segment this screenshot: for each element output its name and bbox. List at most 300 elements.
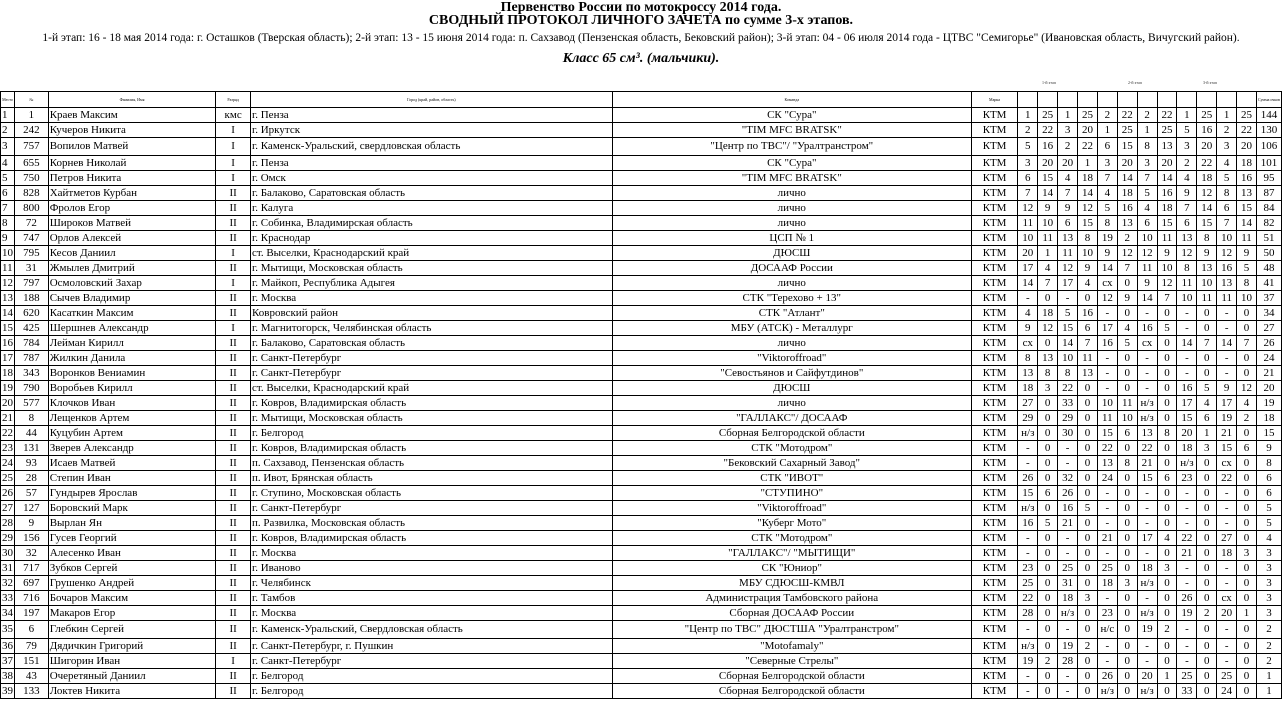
table-cell: 0	[1237, 516, 1257, 531]
table-cell: КТМ	[971, 486, 1018, 501]
table-row	[1, 336, 1282, 351]
table-cell: 7	[1038, 276, 1058, 291]
table-cell: 25	[1177, 669, 1197, 684]
table-cell: Дядичкин Григорий	[48, 639, 216, 654]
table-cell: Гусев Георгий	[48, 531, 216, 546]
table-cell: 25	[1117, 123, 1137, 138]
table-cell: 17	[1097, 321, 1117, 336]
table-cell: 3	[1157, 561, 1177, 576]
table-cell: 12	[1078, 201, 1098, 216]
table-cell: 0	[1038, 531, 1058, 546]
table-cell: II	[216, 561, 251, 576]
table-cell: Лейман Кирилл	[48, 336, 216, 351]
table-cell: 9	[1217, 381, 1237, 396]
table-cell: 1	[1038, 246, 1058, 261]
table-cell: г. Москва	[250, 606, 612, 621]
table-cell: 0	[1157, 486, 1177, 501]
table-cell: 17	[1177, 396, 1197, 411]
table-cell: 0	[1117, 591, 1137, 606]
table-cell: КТМ	[971, 531, 1018, 546]
table-cell: 0	[1237, 639, 1257, 654]
table-cell: -	[1137, 516, 1157, 531]
column-header	[1117, 92, 1137, 108]
table-cell: 3	[1137, 156, 1157, 171]
table-cell: 24	[1097, 471, 1117, 486]
table-cell: г. Собинка, Владимирская область	[250, 216, 612, 231]
table-cell: 32	[2, 577, 13, 589]
table-row	[1, 639, 1282, 654]
table-cell: КТМ	[971, 621, 1018, 639]
table-cell: 0	[1078, 396, 1098, 411]
table-cell: -	[1137, 351, 1157, 366]
table-cell: 21	[1058, 516, 1078, 531]
table-cell: г. Санкт-Петербург	[250, 654, 612, 669]
table-cell: 8	[1018, 351, 1038, 366]
table-cell: 11	[1058, 246, 1078, 261]
table-cell: сх	[1137, 336, 1157, 351]
table-cell: Администрация Тамбовского района	[612, 591, 971, 606]
table-cell: 25	[2, 472, 13, 484]
table-cell: 1	[1078, 156, 1098, 171]
table-cell: 425	[15, 321, 49, 336]
table-cell: 0	[1078, 621, 1098, 639]
table-cell: 8	[1117, 456, 1137, 471]
table-cell: Боровский Марк	[48, 501, 216, 516]
table-cell: 28	[15, 471, 49, 486]
table-cell: 4	[1097, 186, 1117, 201]
table-cell: 41	[1256, 276, 1281, 291]
table-cell: 0	[1117, 276, 1137, 291]
table-cell: 21	[1256, 366, 1281, 381]
table-cell: 0	[1038, 336, 1058, 351]
protocol-title: СВОДНЫЙ ПРОТОКОЛ ЛИЧНОГО ЗАЧЕТА по сумме 3-х этапов.	[428, 13, 854, 28]
table-cell: II	[216, 471, 251, 486]
table-cell: 3	[1237, 546, 1257, 561]
table-cell: 8	[1237, 276, 1257, 291]
table-cell: 19	[1018, 654, 1038, 669]
table-cell: 25	[1097, 561, 1117, 576]
table-cell: 0	[1038, 411, 1058, 426]
column-header	[1078, 92, 1098, 108]
table-cell: г. Белгород	[250, 684, 612, 699]
table-cell: 12	[1018, 201, 1038, 216]
table-cell: II	[216, 411, 251, 426]
table-cell: 6	[1256, 471, 1281, 486]
table-cell: 0	[1197, 639, 1217, 654]
column-header	[1237, 92, 1257, 108]
table-cell: 15	[1197, 216, 1217, 231]
table-cell: 0	[1078, 426, 1098, 441]
table-cell: 15	[1217, 441, 1237, 456]
table-cell: 0	[1078, 546, 1098, 561]
table-cell: 9	[1018, 321, 1038, 336]
table-cell: 6	[1217, 201, 1237, 216]
table-cell: 38	[2, 670, 13, 682]
table-cell: 10	[1237, 291, 1257, 306]
table-cell: 0	[1157, 654, 1177, 669]
table-cell: 13	[1137, 426, 1157, 441]
table-cell: -	[1058, 621, 1078, 639]
table-cell: г. Мытищи, Московская область	[250, 261, 612, 276]
table-cell: II	[216, 216, 251, 231]
table-cell: 15	[1038, 171, 1058, 186]
table-cell: 2	[1137, 108, 1157, 123]
table-cell: Воробьев Кирилл	[48, 381, 216, 396]
table-cell: 18	[1078, 171, 1098, 186]
table-cell: Локтев Никита	[48, 684, 216, 699]
table-cell: 4	[1, 156, 15, 171]
table-cell: 51	[1256, 231, 1281, 246]
table-cell: 0	[1078, 441, 1098, 456]
table-cell: Гундырев Ярослав	[48, 486, 216, 501]
table-cell: II	[216, 336, 251, 351]
table-cell: 33	[1177, 684, 1197, 699]
table-row	[1, 396, 1282, 411]
table-cell: 26	[1177, 591, 1197, 606]
table-cell: 16	[1237, 171, 1257, 186]
table-cell: 0	[1038, 621, 1058, 639]
table-cell: 717	[15, 561, 49, 576]
table-cell: 757	[15, 138, 49, 156]
table-cell: 11	[1078, 351, 1098, 366]
table-cell: 1	[1157, 669, 1177, 684]
table-cell: КТМ	[971, 606, 1018, 621]
table-cell: Орлов Алексей	[48, 231, 216, 246]
table-cell: 11	[2, 262, 13, 274]
table-cell: 30	[1058, 426, 1078, 441]
column-header	[1197, 92, 1217, 108]
table-cell: 0	[1078, 291, 1098, 306]
table-cell: КТМ	[971, 291, 1018, 306]
table-cell: 10	[1058, 351, 1078, 366]
table-cell: 17	[1217, 396, 1237, 411]
table-cell: 6	[1038, 486, 1058, 501]
table-cell: -	[1137, 654, 1157, 669]
table-cell: 0	[1117, 546, 1137, 561]
table-cell: -	[1137, 366, 1157, 381]
table-cell: КТМ	[971, 501, 1018, 516]
table-cell: г. Ковров, Владимирская область	[250, 441, 612, 456]
table-cell: II	[216, 186, 251, 201]
table-cell: Фролов Егор	[48, 201, 216, 216]
table-cell: 12	[1217, 246, 1237, 261]
table-row	[1, 426, 1282, 441]
table-cell: -	[1217, 576, 1237, 591]
table-cell: 18	[1197, 171, 1217, 186]
table-cell: 21	[1217, 426, 1237, 441]
table-cell: Макаров Егор	[48, 606, 216, 621]
table-cell: 1	[1058, 108, 1078, 123]
column-header	[1157, 92, 1177, 108]
table-cell: 0	[1237, 591, 1257, 606]
table-cell: Глебкин Сергей	[48, 621, 216, 639]
table-cell: 0	[1197, 669, 1217, 684]
table-cell: КТМ	[971, 684, 1018, 699]
table-cell: -	[1058, 546, 1078, 561]
table-cell: "TIM MFC BRATSK"	[612, 123, 971, 138]
table-cell: г. Калуга	[250, 201, 612, 216]
table-cell: II	[216, 546, 251, 561]
table-cell: 1	[1256, 684, 1281, 699]
table-cell: 19	[1256, 396, 1281, 411]
table-cell: 0	[1237, 456, 1257, 471]
table-cell: 0	[1078, 561, 1098, 576]
table-cell: 0	[1117, 621, 1137, 639]
table-cell: -	[1217, 321, 1237, 336]
table-cell: 10	[1018, 231, 1038, 246]
table-cell: н/з	[1058, 606, 1078, 621]
table-cell: 2	[1058, 138, 1078, 156]
table-cell: Очеретяный Даниил	[48, 669, 216, 684]
table-cell: 9	[1237, 246, 1257, 261]
table-cell: КТМ	[971, 261, 1018, 276]
table-cell: 23	[1018, 561, 1038, 576]
table-row	[1, 516, 1282, 531]
table-cell: 16	[1217, 261, 1237, 276]
table-cell: Вопилов Матвей	[48, 138, 216, 156]
table-cell: 27	[2, 502, 13, 514]
table-cell: 0	[1197, 591, 1217, 606]
table-cell: 16	[1117, 201, 1137, 216]
table-cell: 20	[1157, 156, 1177, 171]
stage2-label: 2-й этап	[1128, 80, 1142, 85]
table-cell: н/з	[1018, 426, 1038, 441]
table-cell: н/з	[1137, 576, 1157, 591]
table-cell: 3	[1117, 576, 1137, 591]
table-cell: 2	[1, 123, 15, 138]
table-cell: 5	[1117, 336, 1137, 351]
table-cell: 9	[1097, 246, 1117, 261]
table-cell: 0	[1157, 366, 1177, 381]
table-cell: 13	[1177, 231, 1197, 246]
table-cell: 23	[1097, 606, 1117, 621]
table-cell: МБУ СДЮСШ-КМВЛ	[612, 576, 971, 591]
table-cell: 29	[1058, 411, 1078, 426]
table-row	[1, 441, 1282, 456]
table-cell: 0	[1038, 576, 1058, 591]
table-cell: 10	[1137, 231, 1157, 246]
table-cell: 12	[1097, 291, 1117, 306]
table-cell: I	[216, 123, 251, 138]
table-cell: КТМ	[971, 366, 1018, 381]
table-row	[1, 321, 1282, 336]
table-cell: КТМ	[971, 138, 1018, 156]
table-cell: 3	[1217, 138, 1237, 156]
table-cell: 0	[1038, 606, 1058, 621]
table-cell: 9	[1197, 246, 1217, 261]
table-cell: 0	[1197, 531, 1217, 546]
table-cell: 0	[1038, 501, 1058, 516]
table-cell: г. Тамбов	[250, 591, 612, 606]
table-cell: Исаев Матвей	[48, 456, 216, 471]
table-cell: 12	[1137, 246, 1157, 261]
table-cell: -	[1018, 621, 1038, 639]
table-cell: 8	[1157, 426, 1177, 441]
table-cell: 26	[1097, 669, 1117, 684]
table-cell: -	[1058, 684, 1078, 699]
table-cell: СТК "Терехово + 13"	[612, 291, 971, 306]
table-cell: 16	[2, 337, 13, 349]
table-cell: 10	[1157, 261, 1177, 276]
table-cell: 3	[1, 138, 15, 156]
table-cell: 14	[1018, 276, 1038, 291]
table-cell: 18	[2, 367, 13, 379]
table-cell: 27	[1018, 396, 1038, 411]
table-cell: 16	[1097, 336, 1117, 351]
table-cell: -	[1058, 441, 1078, 456]
table-cell: 4	[1117, 321, 1137, 336]
table-cell: I	[216, 276, 251, 291]
table-cell: лично	[612, 336, 971, 351]
table-cell: "СТУПИНО"	[612, 486, 971, 501]
table-cell: 22	[1018, 591, 1038, 606]
table-cell: Зубков Сергей	[48, 561, 216, 576]
table-cell: КТМ	[971, 456, 1018, 471]
table-cell: 130	[1256, 123, 1281, 138]
table-cell: КТМ	[971, 471, 1018, 486]
table-cell: 0	[1157, 516, 1177, 531]
table-cell: -	[1097, 306, 1117, 321]
table-cell: 0	[1157, 411, 1177, 426]
table-cell: 22	[1237, 123, 1257, 138]
table-cell: 3	[1256, 561, 1281, 576]
table-cell: н/з	[1177, 456, 1197, 471]
table-cell: 29	[2, 532, 13, 544]
table-cell: -	[1097, 366, 1117, 381]
table-cell: СТК "Мотодром"	[612, 531, 971, 546]
table-cell: 1	[1197, 426, 1217, 441]
table-cell: 0	[1197, 471, 1217, 486]
table-cell: 0	[1078, 486, 1098, 501]
table-cell: 12	[1038, 321, 1058, 336]
table-cell: Клочков Иван	[48, 396, 216, 411]
table-cell: 3	[1058, 123, 1078, 138]
table-cell: 151	[15, 654, 49, 669]
table-cell: 15	[1097, 426, 1117, 441]
table-cell: 16	[1157, 186, 1177, 201]
table-cell: 19	[2, 382, 13, 394]
table-cell: 20	[1117, 156, 1137, 171]
table-cell: 2	[1117, 231, 1137, 246]
table-cell: 4	[1217, 156, 1237, 171]
table-cell: п. Развилка, Московская область	[250, 516, 612, 531]
table-cell: 0	[1237, 669, 1257, 684]
table-cell: 11	[1137, 261, 1157, 276]
table-cell: 0	[1038, 426, 1058, 441]
table-cell: 5	[1256, 501, 1281, 516]
table-cell: КТМ	[971, 351, 1018, 366]
table-cell: Ковровский район	[250, 306, 612, 321]
table-cell: -	[1018, 669, 1038, 684]
table-cell: -	[1177, 501, 1197, 516]
table-cell: 35	[1, 621, 15, 639]
table-cell: 10	[2, 247, 13, 259]
table-cell: КТМ	[971, 411, 1018, 426]
table-row	[1, 261, 1282, 276]
table-cell: 3	[1038, 381, 1058, 396]
table-cell: 0	[1038, 561, 1058, 576]
table-cell: 25	[1058, 561, 1078, 576]
table-cell: 0	[1117, 639, 1137, 654]
table-cell: 784	[15, 336, 49, 351]
table-cell: 10	[1177, 291, 1197, 306]
table-cell: 93	[15, 456, 49, 471]
table-cell: 13	[1097, 456, 1117, 471]
table-cell: Краев Максим	[48, 108, 216, 123]
table-cell: II	[216, 351, 251, 366]
table-cell: 15	[1117, 138, 1137, 156]
table-cell: 0	[1078, 381, 1098, 396]
table-cell: 6	[1237, 441, 1257, 456]
table-cell: 7	[1078, 336, 1098, 351]
table-cell: 21	[2, 412, 13, 424]
table-cell: 37	[1256, 291, 1281, 306]
table-cell: КТМ	[971, 171, 1018, 186]
table-row	[1, 171, 1282, 186]
table-cell: Жилкин Данила	[48, 351, 216, 366]
column-header	[1038, 92, 1058, 108]
header-row	[1, 92, 1282, 108]
table-cell: 26	[1018, 471, 1038, 486]
table-cell: 0	[1078, 456, 1098, 471]
table-cell: 3	[1018, 156, 1038, 171]
table-cell: г. Мытищи, Московская область	[250, 411, 612, 426]
table-cell: 2	[1018, 123, 1038, 138]
table-cell: 0	[1078, 531, 1098, 546]
table-cell: 14	[1237, 216, 1257, 231]
table-cell: 11	[1217, 291, 1237, 306]
table-cell: 6	[15, 621, 49, 639]
table-cell: 10	[1097, 396, 1117, 411]
table-cell: 1	[1018, 108, 1038, 123]
table-cell: г. Иркутск	[250, 123, 612, 138]
table-row	[1, 291, 1282, 306]
table-cell: 18	[1177, 441, 1197, 456]
table-cell: 9	[1256, 441, 1281, 456]
table-cell: 7	[1058, 186, 1078, 201]
table-cell: -	[1177, 321, 1197, 336]
table-cell: 0	[1237, 486, 1257, 501]
table-cell: СТК "Мотодром"	[612, 441, 971, 456]
table-cell: КТМ	[971, 396, 1018, 411]
table-cell: 0	[1237, 576, 1257, 591]
table-cell: 31	[15, 261, 49, 276]
table-cell: 24	[1217, 684, 1237, 699]
table-cell: КТМ	[971, 246, 1018, 261]
table-cell: 20	[1256, 381, 1281, 396]
table-cell: г. Москва	[250, 291, 612, 306]
table-cell: 20	[1237, 138, 1257, 156]
table-cell: КТМ	[971, 654, 1018, 669]
table-cell: -	[1177, 516, 1197, 531]
table-cell: 0	[1117, 306, 1137, 321]
table-cell: 3	[1256, 591, 1281, 606]
table-cell: 1	[1, 108, 15, 123]
table-row	[1, 486, 1282, 501]
table-row	[1, 123, 1282, 138]
table-cell: 8	[1, 216, 15, 231]
table-cell: 13	[1078, 366, 1098, 381]
table-cell: лично	[612, 396, 971, 411]
table-cell: 84	[1256, 201, 1281, 216]
table-cell: 14	[1217, 336, 1237, 351]
table-cell: -	[1177, 576, 1197, 591]
table-cell: Сборная Белгородской области	[612, 426, 971, 441]
table-cell: 797	[15, 276, 49, 291]
table-cell: 2	[1256, 621, 1281, 639]
table-cell: 12	[1237, 381, 1257, 396]
table-cell: 15	[1078, 216, 1098, 231]
